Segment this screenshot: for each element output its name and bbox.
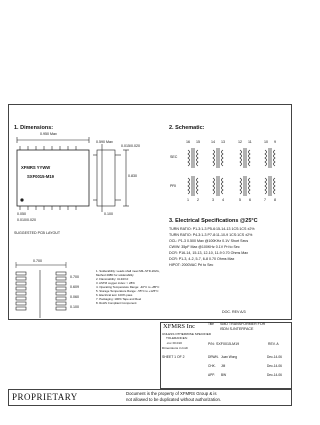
spec-line: DCR: P1-3, 4-2, 5-7, 6-8 0.70 Ohms Max [169,257,235,261]
tolerance-value: .xxx ±0.010 [166,341,182,345]
pin-label: 10 [264,140,268,144]
drawn-label: DRWN. [208,355,219,359]
proprietary-line-2: not allowed to be duplicated without authorization. [126,397,222,402]
pin-label: 12 [238,140,242,144]
note-line: 7. Packaging: 100% Tape and Reel [96,297,142,301]
footprint-label: SUGGESTED PCB LAYOUT [14,231,61,235]
spec-line: TURN RATIO: P1-3:1-3 P5-6:15-14-13 1CS:1CS ±2% [169,227,255,231]
pad-dimension-f: 0.060 [70,295,79,299]
note-line: 1. Solderability: Leads shall meet MIL-STD-202G, [96,269,160,273]
pin-label: 5 [239,198,241,202]
electrical-heading: 3. Electrical Specifications @25°C [169,218,258,224]
spec-line: CW/W: 35pF Max @100KHz 0.1V Pri to Sec [169,245,240,249]
revision-label: REV. A [268,342,279,346]
pin-label: 7 [264,198,266,202]
title-label: Title [208,322,214,326]
pri-label: PRI [170,184,176,188]
pin-label: 3 [212,198,214,202]
pin-label: 13 [221,140,225,144]
sec-label: SEC [170,155,178,159]
proprietary-line-1: Document is the property of XFMRS Group & is [126,391,217,396]
note-line: 2. Flammability: UL94V-0 [96,277,129,281]
doc-revision: DOC. REV A/3 [222,310,246,314]
lead-width-dimension: 0.015/0.020 [121,144,140,148]
sheet-number: SHEET 1 OF 2 [162,355,185,359]
drawn-value: Juan Wong [221,355,238,359]
spec-line: DCR: P16-14, 15-13, 12-10, 11-9 0.70 Ohms Max [169,251,249,255]
pad-dimension-d: 0.700 [70,275,79,279]
pin-label: 14 [211,140,215,144]
brand-mark: XFMRS YYWW [21,165,51,170]
schematic-heading: 2. Schematic: [169,125,205,131]
approve-label: APP. [208,373,215,377]
pad-dimension-a: 0.830 [128,174,137,178]
check-label: CHK. [208,364,216,368]
approve-value: BW [221,373,227,377]
spec-line: TURN RATIO: P4-3:1-3 P7-8:11-10-9 1CS:1CS ±2% [169,233,253,237]
note-line: 3. ASTM oxygen index: > 28% [96,281,135,285]
pn-value: SXF0015-M19 [216,342,240,346]
pin-label: 11 [248,140,252,144]
pad-dimension-g: 0.700 [33,259,42,263]
pin-label: 15 [196,140,200,144]
pin-label: 1 [187,198,189,202]
pad-dimension-h: 0.100 [70,305,79,309]
pad-dimension-c: 0.100 [104,212,113,216]
check-date: Dec-14-06 [267,364,282,368]
note-line: 8. RoHS Compliant Component [96,301,137,305]
part-mark: SXF0015-M19 [27,174,54,179]
approve-date: Dec-14-06 [267,373,282,377]
pad-dimension-e: 0.609 [70,285,79,289]
pn-label: P/N: [208,342,215,346]
title-line-1: SMD TRANSFORMER FOR [220,322,266,326]
pin-label: 4 [222,198,224,202]
check-value: JM [221,364,226,368]
spec-line: HIPOT: 2000VAC Pri to Sec [169,263,214,267]
dimension-units: Dimensions in Inch [162,346,189,350]
note-line: 5. Storage Temperature Range: -55°C to +125°C [96,289,159,293]
title-line-2: ISDN S-INTERFACE [220,327,254,331]
pin-label: 16 [186,140,190,144]
width-dimension: 0.950 Max [40,132,57,136]
spec-line: OCL: P1-3 0.500 Max @100KHz 0.1V Short Secs [169,239,249,243]
lead-spacing-dimension: 0.050 [17,212,26,216]
pin-label: 9 [274,140,276,144]
pin-label: 6 [249,198,251,202]
pin-label: 2 [197,198,199,202]
pin-label: 8 [274,198,276,202]
drawn-date: Dec-14-06 [267,355,282,359]
proprietary-label: PROPRIETARY [12,392,78,402]
company-name: XFMRS Inc [163,323,195,330]
dimensions-heading: 1. Dimensions: [14,125,54,131]
note-line: Method 208D for solderability [96,273,134,277]
note-line: 6. Electrical test: 100% pass [96,293,133,297]
pad-dimension-b: 0.010/0.020 [17,218,36,222]
tolerance-label: TOLERANCES: [166,336,188,340]
height-dimension: 0.590 Max [96,140,113,144]
note-line: 4. Operating Temperature Range: -40°C to +85°C [96,285,160,289]
tolerance-header: UNLESS OTHERWISE SPECIFIED [162,332,212,336]
